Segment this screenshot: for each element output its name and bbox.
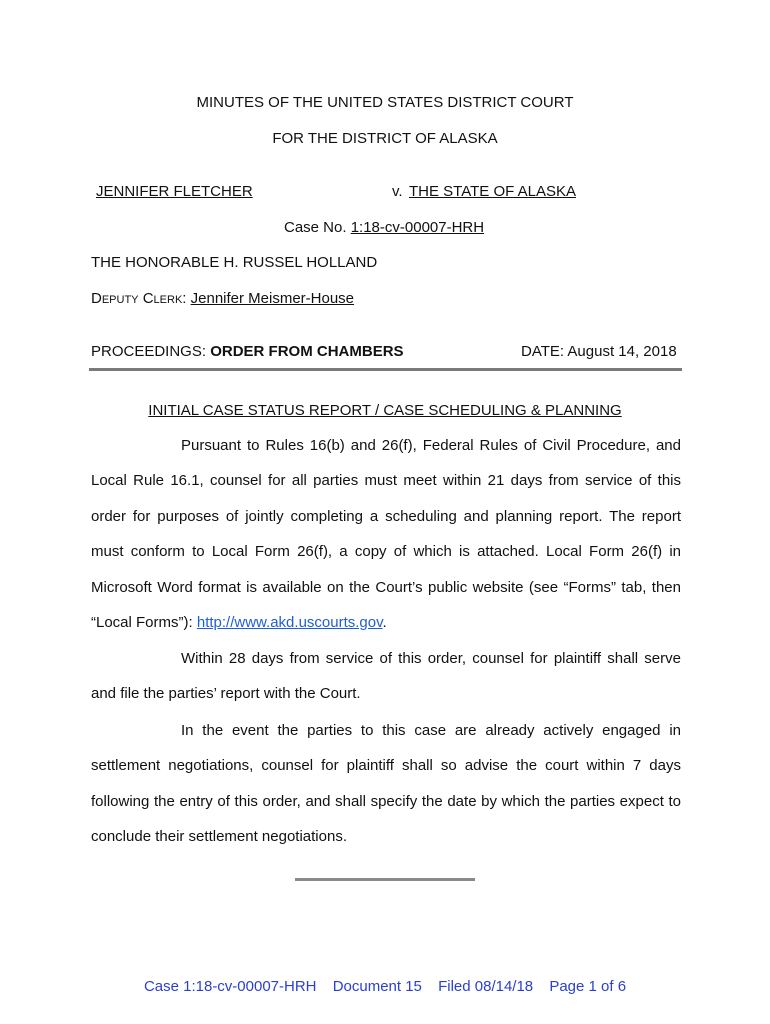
footer-page: Page 1 of 6 xyxy=(549,978,627,995)
case-number-line xyxy=(284,219,484,236)
deputy-clerk-name: Jennifer Meismer-House xyxy=(190,290,355,307)
paragraph-1-end: . xyxy=(382,614,387,632)
footer-filed: Filed 08/14/18 xyxy=(438,978,534,995)
proceedings-line xyxy=(91,343,404,360)
defendant-name: THE STATE OF ALASKA xyxy=(409,183,576,200)
proceedings-label: PROCEEDINGS: xyxy=(91,343,207,360)
header-divider xyxy=(89,368,682,371)
footer-case: Case 1:18-cv-00007-HRH xyxy=(143,978,317,995)
case-number-label: Case No. xyxy=(284,219,347,236)
footer-document: Document 15 xyxy=(332,978,422,995)
case-number: 1:18-cv-00007-HRH xyxy=(350,219,485,236)
date-line xyxy=(521,343,677,360)
paragraph-2: Within 28 days from service of this order, counsel for plaintiff shall serve and file the parties’ report with the Court. xyxy=(91,650,681,703)
date-label: DATE: xyxy=(521,343,565,360)
paragraph-1 xyxy=(91,428,681,640)
section-title: INITIAL CASE STATUS REPORT / CASE SCHEDULING & PLANNING xyxy=(148,402,622,419)
plaintiff-name: JENNIFER FLETCHER xyxy=(96,183,253,200)
court-title-line-2: FOR THE DISTRICT OF ALASKA xyxy=(272,130,498,147)
versus: v. xyxy=(392,183,403,200)
paragraph-3: In the event the parties to this case are already actively engaged in settlement negotiations, counsel for plaintiff shall so advise the court within 7 days following the entry of this order, and shall specify the date by which the parties expect to conclude their settlement negotiations. xyxy=(91,722,681,846)
paragraph-1-text: Pursuant to Rules 16(b) and 26(f), Federal Rules of Civil Procedure, and Local Rule 16.1, counsel for all parties must meet within 21 days from service of this order for purposes of jointly completing a scheduling and planning report. The report must conform to Local Form 26(f), a copy of which is attached. Local Form 26(f) in Microsoft Word format is available on the Court’s public website (see “Forms” tab, then “Local Forms”): xyxy=(91,437,681,632)
deputy-clerk-label: DEPUTY CLERK: xyxy=(91,290,187,307)
proceedings-value: ORDER FROM CHAMBERS xyxy=(210,343,404,360)
document-footer xyxy=(0,978,770,995)
date-value: August 14, 2018 xyxy=(567,343,677,360)
judge-name: THE HONORABLE H. RUSSEL HOLLAND xyxy=(91,254,378,271)
end-divider xyxy=(295,878,475,881)
court-title-line-1: MINUTES OF THE UNITED STATES DISTRICT COURT xyxy=(196,94,574,111)
deputy-clerk-line xyxy=(91,290,354,307)
court-website-link[interactable]: http://www.akd.uscourts.gov xyxy=(196,614,383,632)
